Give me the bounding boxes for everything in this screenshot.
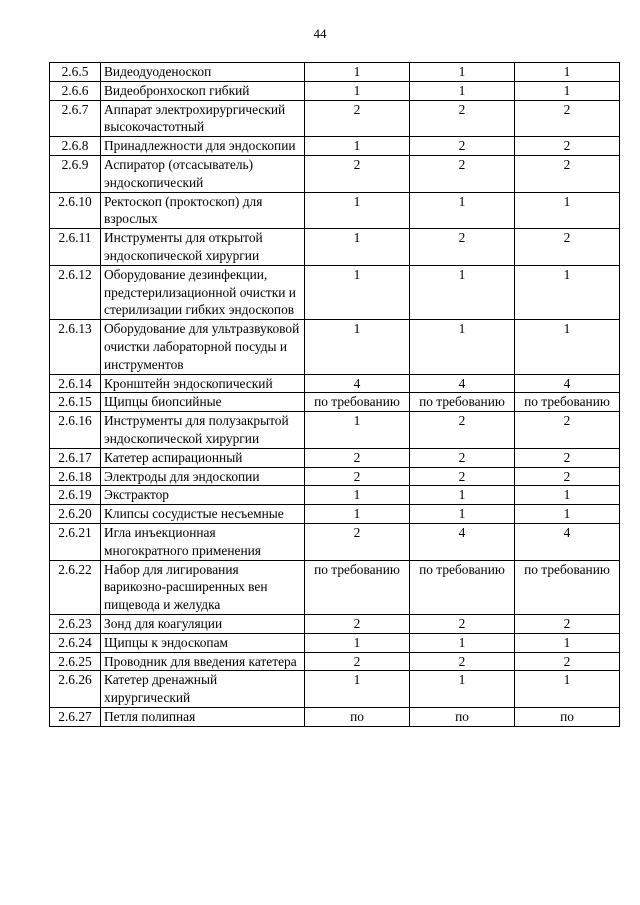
quantity-cell-3: 1 xyxy=(515,671,620,708)
quantity-cell-2: 1 xyxy=(410,265,515,319)
item-name: Игла инъекционная многократного применения xyxy=(101,523,305,560)
item-name: Зонд для коагуляции xyxy=(101,614,305,633)
quantity-cell-1: 1 xyxy=(305,265,410,319)
quantity-cell-1: 1 xyxy=(305,137,410,156)
item-name: Клипсы сосудистые несъемные xyxy=(101,505,305,524)
item-name: Катетер дренажный хирургический xyxy=(101,671,305,708)
quantity-cell-1: 2 xyxy=(305,155,410,192)
item-name: Кронштейн эндоскопический xyxy=(101,374,305,393)
item-number: 2.6.15 xyxy=(50,393,101,412)
quantity-cell-3: 1 xyxy=(515,505,620,524)
quantity-cell-3: 2 xyxy=(515,652,620,671)
item-number: 2.6.14 xyxy=(50,374,101,393)
quantity-cell-1: 1 xyxy=(305,412,410,449)
item-name: Электроды для эндоскопии xyxy=(101,467,305,486)
table-row xyxy=(50,523,620,560)
item-number: 2.6.20 xyxy=(50,505,101,524)
table-row xyxy=(50,633,620,652)
quantity-cell-1: 1 xyxy=(305,633,410,652)
item-number: 2.6.7 xyxy=(50,100,101,137)
quantity-cell-1: по требованию xyxy=(305,560,410,614)
quantity-cell-2: 1 xyxy=(410,505,515,524)
quantity-cell-1: 2 xyxy=(305,467,410,486)
table-row xyxy=(50,100,620,137)
quantity-cell-1: 2 xyxy=(305,652,410,671)
quantity-cell-2: 2 xyxy=(410,100,515,137)
item-number: 2.6.23 xyxy=(50,614,101,633)
quantity-cell-3: 2 xyxy=(515,412,620,449)
item-number: 2.6.16 xyxy=(50,412,101,449)
item-name: Аспиратор (отсасыватель) эндоскопический xyxy=(101,155,305,192)
quantity-cell-2: 1 xyxy=(410,486,515,505)
quantity-cell-2: 2 xyxy=(410,412,515,449)
table-row xyxy=(50,374,620,393)
table-row xyxy=(50,137,620,156)
item-number: 2.6.11 xyxy=(50,229,101,266)
quantity-cell-2: 4 xyxy=(410,374,515,393)
item-number: 2.6.5 xyxy=(50,63,101,82)
item-name: Щипцы биопсийные xyxy=(101,393,305,412)
table-row xyxy=(50,467,620,486)
item-number: 2.6.19 xyxy=(50,486,101,505)
item-name: Принадлежности для эндоскопии xyxy=(101,137,305,156)
item-name: Катетер аспирационный xyxy=(101,448,305,467)
quantity-cell-1: 2 xyxy=(305,448,410,467)
quantity-cell-3: 2 xyxy=(515,155,620,192)
quantity-cell-2: 1 xyxy=(410,671,515,708)
table-row xyxy=(50,192,620,229)
item-number: 2.6.27 xyxy=(50,707,101,726)
item-name: Проводник для введения катетера xyxy=(101,652,305,671)
quantity-cell-2: 2 xyxy=(410,448,515,467)
equipment-table-body xyxy=(50,63,620,727)
quantity-cell-3: 1 xyxy=(515,192,620,229)
table-row xyxy=(50,265,620,319)
quantity-cell-2: 1 xyxy=(410,320,515,374)
item-name: Аппарат электрохирургический высокочастотный xyxy=(101,100,305,137)
item-number: 2.6.10 xyxy=(50,192,101,229)
quantity-cell-1: 1 xyxy=(305,320,410,374)
quantity-cell-3: по требованию xyxy=(515,560,620,614)
quantity-cell-2: 2 xyxy=(410,467,515,486)
quantity-cell-3: 1 xyxy=(515,320,620,374)
item-number: 2.6.13 xyxy=(50,320,101,374)
item-number: 2.6.25 xyxy=(50,652,101,671)
item-name: Набор для лигирования варикозно-расширенных вен пищевода и желудка xyxy=(101,560,305,614)
item-number: 2.6.18 xyxy=(50,467,101,486)
equipment-table xyxy=(49,62,620,727)
quantity-cell-1: 2 xyxy=(305,614,410,633)
item-number: 2.6.9 xyxy=(50,155,101,192)
item-name: Видеодуоденоскоп xyxy=(101,63,305,82)
table-row xyxy=(50,671,620,708)
quantity-cell-2: по xyxy=(410,707,515,726)
quantity-cell-2: по требованию xyxy=(410,560,515,614)
quantity-cell-1: 1 xyxy=(305,63,410,82)
quantity-cell-2: 2 xyxy=(410,652,515,671)
item-name: Видеобронхоскоп гибкий xyxy=(101,81,305,100)
item-number: 2.6.17 xyxy=(50,448,101,467)
quantity-cell-1: 1 xyxy=(305,486,410,505)
quantity-cell-3: 4 xyxy=(515,523,620,560)
item-name: Оборудование дезинфекции, предстерилизационной очистки и стерилизации гибких эндоскопов xyxy=(101,265,305,319)
quantity-cell-1: 2 xyxy=(305,523,410,560)
item-number: 2.6.8 xyxy=(50,137,101,156)
quantity-cell-2: 2 xyxy=(410,137,515,156)
quantity-cell-1: по xyxy=(305,707,410,726)
item-name: Петля полипная xyxy=(101,707,305,726)
table-row xyxy=(50,505,620,524)
quantity-cell-2: 2 xyxy=(410,229,515,266)
quantity-cell-1: 4 xyxy=(305,374,410,393)
quantity-cell-2: по требованию xyxy=(410,393,515,412)
quantity-cell-3: по xyxy=(515,707,620,726)
item-name: Инструменты для открытой эндоскопической хирургии xyxy=(101,229,305,266)
table-row xyxy=(50,707,620,726)
quantity-cell-3: 1 xyxy=(515,633,620,652)
quantity-cell-1: 2 xyxy=(305,100,410,137)
quantity-cell-2: 2 xyxy=(410,155,515,192)
quantity-cell-3: 1 xyxy=(515,63,620,82)
page-number: 44 xyxy=(313,26,327,41)
table-row xyxy=(50,229,620,266)
table-row xyxy=(50,652,620,671)
quantity-cell-2: 2 xyxy=(410,614,515,633)
quantity-cell-3: 1 xyxy=(515,81,620,100)
table-row xyxy=(50,448,620,467)
table-row xyxy=(50,155,620,192)
table-row xyxy=(50,320,620,374)
item-number: 2.6.6 xyxy=(50,81,101,100)
quantity-cell-3: 1 xyxy=(515,265,620,319)
quantity-cell-3: 2 xyxy=(515,137,620,156)
quantity-cell-2: 1 xyxy=(410,192,515,229)
table-row xyxy=(50,560,620,614)
quantity-cell-2: 1 xyxy=(410,633,515,652)
quantity-cell-3: по требованию xyxy=(515,393,620,412)
table-row xyxy=(50,63,620,82)
quantity-cell-1: 1 xyxy=(305,505,410,524)
quantity-cell-3: 2 xyxy=(515,100,620,137)
table-row xyxy=(50,81,620,100)
quantity-cell-3: 2 xyxy=(515,448,620,467)
quantity-cell-3: 1 xyxy=(515,486,620,505)
item-number: 2.6.21 xyxy=(50,523,101,560)
item-number: 2.6.26 xyxy=(50,671,101,708)
quantity-cell-1: 1 xyxy=(305,671,410,708)
item-name: Оборудование для ультразвуковой очистки лабораторной посуды и инструментов xyxy=(101,320,305,374)
table-row xyxy=(50,614,620,633)
item-name: Инструменты для полузакрытой эндоскопической хирургии xyxy=(101,412,305,449)
item-name: Щипцы к эндоскопам xyxy=(101,633,305,652)
quantity-cell-3: 2 xyxy=(515,614,620,633)
table-row xyxy=(50,393,620,412)
quantity-cell-2: 1 xyxy=(410,81,515,100)
item-number: 2.6.12 xyxy=(50,265,101,319)
quantity-cell-1: 1 xyxy=(305,229,410,266)
table-row xyxy=(50,486,620,505)
quantity-cell-3: 4 xyxy=(515,374,620,393)
item-name: Экстрактор xyxy=(101,486,305,505)
quantity-cell-2: 1 xyxy=(410,63,515,82)
quantity-cell-1: 1 xyxy=(305,192,410,229)
quantity-cell-1: по требованию xyxy=(305,393,410,412)
quantity-cell-3: 2 xyxy=(515,229,620,266)
item-name: Ректоскоп (проктоскоп) для взрослых xyxy=(101,192,305,229)
quantity-cell-3: 2 xyxy=(515,467,620,486)
quantity-cell-1: 1 xyxy=(305,81,410,100)
table-row xyxy=(50,412,620,449)
item-number: 2.6.22 xyxy=(50,560,101,614)
quantity-cell-2: 4 xyxy=(410,523,515,560)
item-number: 2.6.24 xyxy=(50,633,101,652)
